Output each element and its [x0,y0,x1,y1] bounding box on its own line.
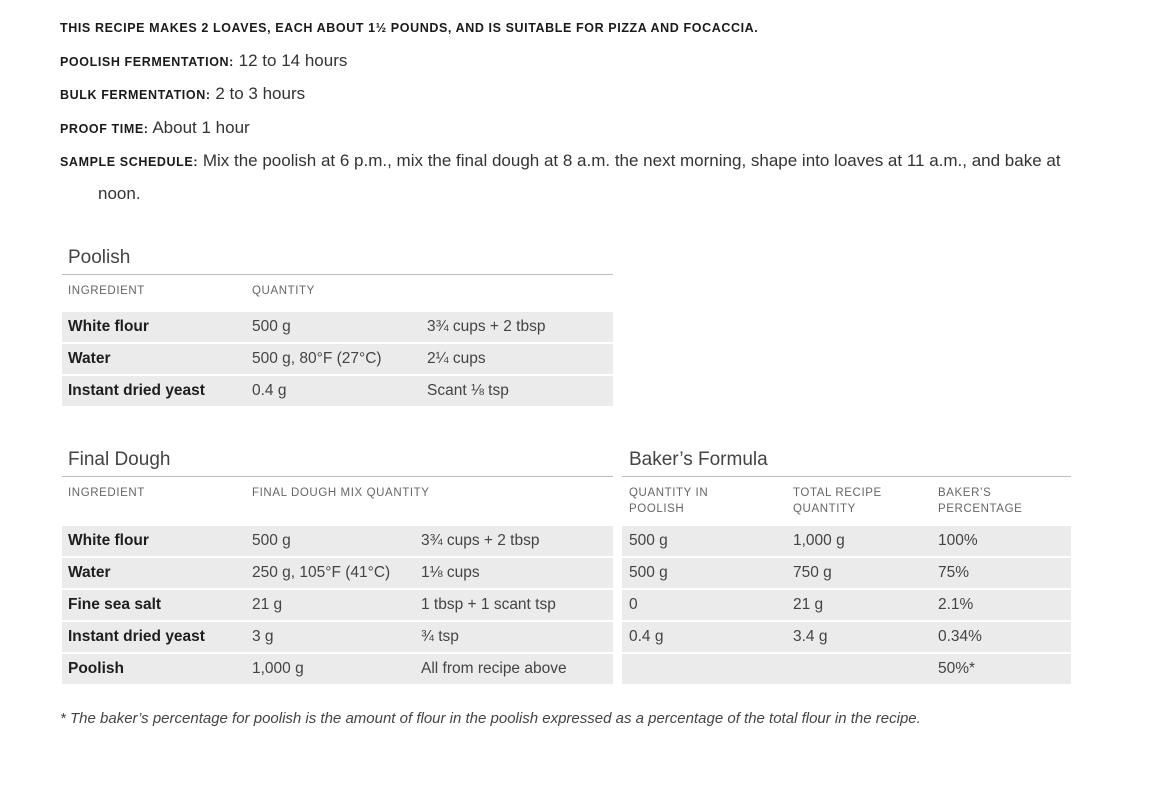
proof-time-value: About 1 hour [152,117,250,137]
ingredient-name: Water [68,350,111,367]
ingredient-volume: 2¼ cups [427,350,486,367]
ingredient-name: White flour [68,532,149,549]
final-dough-row [62,590,613,620]
ingredient-name: Fine sea salt [68,596,162,613]
poolish-row [62,344,613,374]
ingredient-weight: 500 g, 80°F (27°C) [252,350,382,367]
poolish-table-title: Poolish [68,247,131,268]
poolish-fermentation-label: POOLISH FERMENTATION: [60,54,234,69]
quantity-in-poolish: 500 g [629,564,668,581]
ingredient-weight: 1,000 g [252,660,304,677]
poolish-header-ingredient: INGREDIENT [68,285,145,297]
bakers-formula-row [622,558,1071,588]
poolish-fermentation-line [60,50,1100,73]
ingredient-volume: Scant ⅛ tsp [427,382,509,399]
total-recipe-quantity: 3.4 g [793,628,828,645]
sample-schedule-value: Mix the poolish at 6 p.m., mix the final dough at 8 a.m. the next morning, shape into loaves at 11 a.m., and bake at noon. [98,151,1061,203]
proof-time-label: PROOF TIME: [60,121,149,136]
final-dough-table-title: Final Dough [68,449,171,470]
final-dough-header-ingredient: INGREDIENT [68,487,145,499]
ingredient-volume: ¾ tsp [421,628,459,645]
quantity-in-poolish: 500 g [629,532,668,549]
ingredient-volume: All from recipe above [421,660,567,677]
ingredient-name: Instant dried yeast [68,628,205,645]
sample-schedule-label: SAMPLE SCHEDULE: [60,155,199,169]
recipe-intro [60,16,1100,221]
bakers-header-percentage: BAKER’S PERCENTAGE [938,487,1023,515]
ingredient-weight: 3 g [252,628,274,645]
final-dough-row [62,526,613,556]
ingredient-name: White flour [68,318,149,335]
bakers-formula-rule [622,476,1071,477]
bulk-fermentation-label: BULK FERMENTATION: [60,88,211,102]
footnote: * The baker’s percentage for poolish is the amount of flour in the poolish expressed as a percentage of the total flour in the recipe. [60,710,921,727]
ingredient-name: Water [68,564,111,581]
ingredient-volume: 3¾ cups + 2 tbsp [421,532,540,549]
recipe-headline [60,16,1100,39]
bakers-percentage: 0.34% [938,628,982,645]
sample-schedule-line [60,145,1100,210]
ingredient-volume: 3¾ cups + 2 tbsp [427,318,546,335]
total-recipe-quantity: 21 g [793,596,824,613]
poolish-row [62,312,613,342]
quantity-in-poolish: 0 [629,596,638,613]
final-dough-row [62,622,613,652]
ingredient-volume: 1⅛ cups [421,564,480,581]
ingredient-weight: 21 g [252,596,283,613]
proof-time-line [60,117,1100,140]
bakers-formula-title: Baker’s Formula [629,449,768,470]
ingredient-weight: 500 g [252,318,291,335]
ingredient-volume: 1 tbsp + 1 scant tsp [421,596,556,613]
quantity-in-poolish: 0.4 g [629,628,664,645]
bulk-fermentation-line [60,83,1100,106]
total-recipe-quantity: 1,000 g [793,532,845,549]
ingredient-weight: 250 g, 105°F (41°C) [252,564,391,581]
poolish-row [62,376,613,406]
final-dough-table-rule [62,476,613,477]
final-dough-row [62,558,613,588]
ingredient-weight: 500 g [252,532,291,549]
ingredient-name: Poolish [68,660,124,677]
bakers-percentage: 2.1% [938,596,974,613]
bakers-formula-row [622,590,1071,620]
poolish-table-rule [62,274,613,275]
bakers-formula-row [622,654,1071,684]
poolish-header-quantity: QUANTITY [252,285,315,297]
poolish-fermentation-value: 12 to 14 hours [238,50,348,70]
final-dough-row [62,654,613,684]
bulk-fermentation-value: 2 to 3 hours [215,84,306,103]
bakers-percentage: 100% [938,532,978,549]
final-dough-header-quantity: FINAL DOUGH MIX QUANTITY [252,487,430,499]
bakers-formula-row [622,526,1071,556]
bakers-percentage: 50%* [938,660,976,677]
ingredient-weight: 0.4 g [252,382,287,399]
bakers-header-in-poolish: QUANTITY IN POOLISH [629,487,709,515]
bakers-percentage: 75% [938,564,970,581]
total-recipe-quantity: 750 g [793,564,832,581]
bakers-header-total: TOTAL RECIPE QUANTITY [793,487,882,515]
ingredient-name: Instant dried yeast [68,382,205,399]
headline-text: THIS RECIPE MAKES 2 LOAVES, EACH ABOUT 1½ POUNDS, AND IS SUITABLE FOR PIZZA AND FOCACCIA. [60,21,759,35]
bakers-formula-row [622,622,1071,652]
